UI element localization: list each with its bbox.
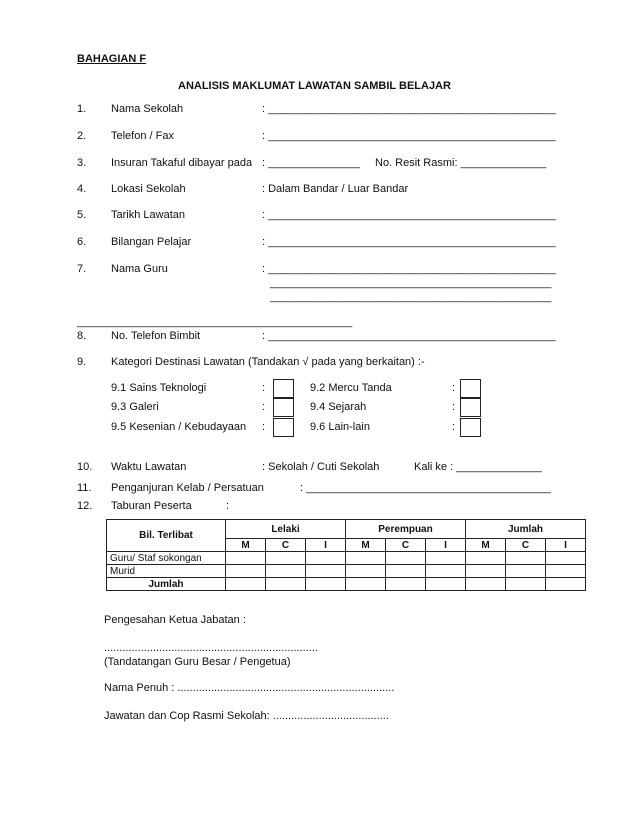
- colon: :: [262, 421, 266, 433]
- table-subcol-header: M: [466, 539, 506, 552]
- table-group-header: Jumlah: [466, 520, 586, 539]
- field-label-taburan: Taburan Peserta: [111, 500, 192, 512]
- field-nama-guru-line[interactable]: ______________________________________________: [270, 277, 552, 289]
- category-label-lain-lain: 9.6 Lain-lain: [310, 421, 370, 433]
- checkbox-kesenian-kebudayaan[interactable]: [273, 418, 294, 437]
- table-cell[interactable]: [266, 578, 306, 591]
- field-label-kategori: Kategori Destinasi Lawatan (Tandakan √ pada yang berkaitan) :-: [111, 356, 425, 368]
- pengesahan-label: Pengesahan Ketua Jabatan :: [104, 614, 246, 626]
- table-cell[interactable]: [306, 578, 346, 591]
- table-cell[interactable]: [306, 565, 346, 578]
- field-no-resit[interactable]: No. Resit Rasmi: ______________: [375, 157, 547, 169]
- table-cell[interactable]: [546, 565, 586, 578]
- field-tarikh[interactable]: : _______________________________________________: [262, 209, 556, 221]
- checkbox-mercu-tanda[interactable]: [460, 379, 481, 398]
- category-label-mercu: 9.2 Mercu Tanda: [310, 382, 392, 394]
- field-penganjuran[interactable]: : ________________________________________: [300, 482, 551, 494]
- field-label-bilangan-pelajar: Bilangan Pelajar: [111, 236, 192, 248]
- table-cell[interactable]: [266, 565, 306, 578]
- checkbox-sejarah[interactable]: [460, 398, 481, 417]
- table-cell[interactable]: [346, 565, 386, 578]
- table-cell[interactable]: [226, 578, 266, 591]
- field-nama-guru-line[interactable]: ______________________________________________: [270, 291, 552, 303]
- table-cell[interactable]: [226, 552, 266, 565]
- table-cell[interactable]: [426, 578, 466, 591]
- table-cell[interactable]: [346, 552, 386, 565]
- table-cell[interactable]: [506, 578, 546, 591]
- table-cell[interactable]: [386, 578, 426, 591]
- field-label-nama-sekolah: Nama Sekolah: [111, 103, 184, 115]
- table-cell[interactable]: [546, 578, 586, 591]
- item-number: 1.: [77, 103, 87, 115]
- participants-table: [106, 519, 586, 591]
- table-cell[interactable]: [426, 552, 466, 565]
- item-number: 10.: [77, 461, 93, 473]
- colon: :: [226, 500, 230, 512]
- table-cell[interactable]: [506, 552, 546, 565]
- table-cell[interactable]: [386, 565, 426, 578]
- table-cell[interactable]: [546, 552, 586, 565]
- table-row: [107, 552, 586, 565]
- colon: :: [262, 401, 266, 413]
- checkbox-sains-teknologi[interactable]: [273, 379, 294, 398]
- field-nama-penuh[interactable]: Nama Penuh : .......................................................................: [104, 682, 395, 694]
- field-kali-ke[interactable]: Kali ke : ______________: [414, 461, 542, 473]
- checkbox-lain-lain[interactable]: [460, 418, 481, 437]
- table-cell[interactable]: [226, 565, 266, 578]
- field-nama-sekolah[interactable]: : _______________________________________________: [262, 103, 556, 115]
- signature-caption: (Tandatangan Guru Besar / Pengetua): [104, 656, 291, 668]
- colon: :: [452, 382, 456, 394]
- checkbox-galeri[interactable]: [273, 398, 294, 417]
- field-label-insuran: Insuran Takaful dibayar pada: [111, 157, 253, 169]
- table-row-label: Murid: [107, 565, 226, 578]
- table-cell[interactable]: [306, 552, 346, 565]
- table-subcol-header: I: [306, 539, 346, 552]
- table-total-row: [107, 578, 586, 591]
- field-waktu[interactable]: : Sekolah / Cuti Sekolah: [262, 461, 380, 473]
- table-subcol-header: M: [226, 539, 266, 552]
- table-cell[interactable]: [266, 552, 306, 565]
- separator-line: _____________________________________________: [77, 316, 353, 328]
- table-subcol-header: C: [386, 539, 426, 552]
- table-cell[interactable]: [386, 552, 426, 565]
- table-cell[interactable]: [506, 565, 546, 578]
- table-subcol-header: I: [546, 539, 586, 552]
- item-number: 3.: [77, 157, 87, 169]
- page-title: ANALISIS MAKLUMAT LAWATAN SAMBIL BELAJAR: [178, 80, 451, 92]
- field-label-nama-guru: Nama Guru: [111, 263, 168, 275]
- field-nama-guru[interactable]: : _______________________________________________: [262, 263, 556, 275]
- table-row: [107, 565, 586, 578]
- table-subcol-header: M: [346, 539, 386, 552]
- table-cell[interactable]: [466, 565, 506, 578]
- table-subcol-header: C: [266, 539, 306, 552]
- table-cell[interactable]: [466, 552, 506, 565]
- signature-line[interactable]: ......................................................................: [104, 642, 318, 654]
- field-label-lokasi: Lokasi Sekolah: [111, 183, 186, 195]
- category-label-sejarah: 9.4 Sejarah: [310, 401, 367, 413]
- table-group-header: Perempuan: [346, 520, 466, 539]
- item-number: 6.: [77, 236, 87, 248]
- item-number: 2.: [77, 130, 87, 142]
- section-heading: BAHAGIAN F: [77, 53, 147, 65]
- table-cell[interactable]: [346, 578, 386, 591]
- field-label-tarikh: Tarikh Lawatan: [111, 209, 185, 221]
- item-number: 9.: [77, 356, 87, 368]
- field-telefon-fax[interactable]: : _______________________________________________: [262, 130, 556, 142]
- table-cell[interactable]: [466, 578, 506, 591]
- item-number: 7.: [77, 263, 87, 275]
- field-label-telefon-fax: Telefon / Fax: [111, 130, 174, 142]
- field-jawatan[interactable]: Jawatan dan Cop Rasmi Sekolah: ......................................: [104, 710, 389, 722]
- field-insuran[interactable]: : _______________: [262, 157, 360, 169]
- table-cell[interactable]: [426, 565, 466, 578]
- table-subcol-header: I: [426, 539, 466, 552]
- table-group-header: Lelaki: [226, 520, 346, 539]
- field-label-telefon-bimbit: No. Telefon Bimbit: [111, 330, 201, 342]
- item-number: 11.: [77, 482, 92, 494]
- colon: :: [452, 401, 456, 413]
- category-label-sains: 9.1 Sains Teknologi: [111, 382, 207, 394]
- category-label-galeri: 9.3 Galeri: [111, 401, 159, 413]
- colon: :: [262, 382, 266, 394]
- field-lokasi[interactable]: : Dalam Bandar / Luar Bandar: [262, 183, 409, 195]
- item-number: 12.: [77, 500, 93, 512]
- item-number: 4.: [77, 183, 87, 195]
- item-number: 8.: [77, 330, 87, 342]
- colon: :: [452, 421, 456, 433]
- field-label-waktu: Waktu Lawatan: [111, 461, 187, 473]
- table-total-label: Jumlah: [107, 578, 226, 591]
- field-telefon-bimbit[interactable]: : _______________________________________________: [262, 330, 556, 342]
- table-subcol-header: C: [506, 539, 546, 552]
- field-bilangan-pelajar[interactable]: : _______________________________________________: [262, 236, 556, 248]
- table-row-label: Guru/ Staf sokongan: [107, 552, 226, 565]
- category-label-kesenian: 9.5 Kesenian / Kebudayaan: [111, 421, 247, 433]
- table-row-header: Bil. Terlibat: [107, 520, 226, 552]
- item-number: 5.: [77, 209, 87, 221]
- field-label-penganjuran: Penganjuran Kelab / Persatuan: [111, 482, 264, 494]
